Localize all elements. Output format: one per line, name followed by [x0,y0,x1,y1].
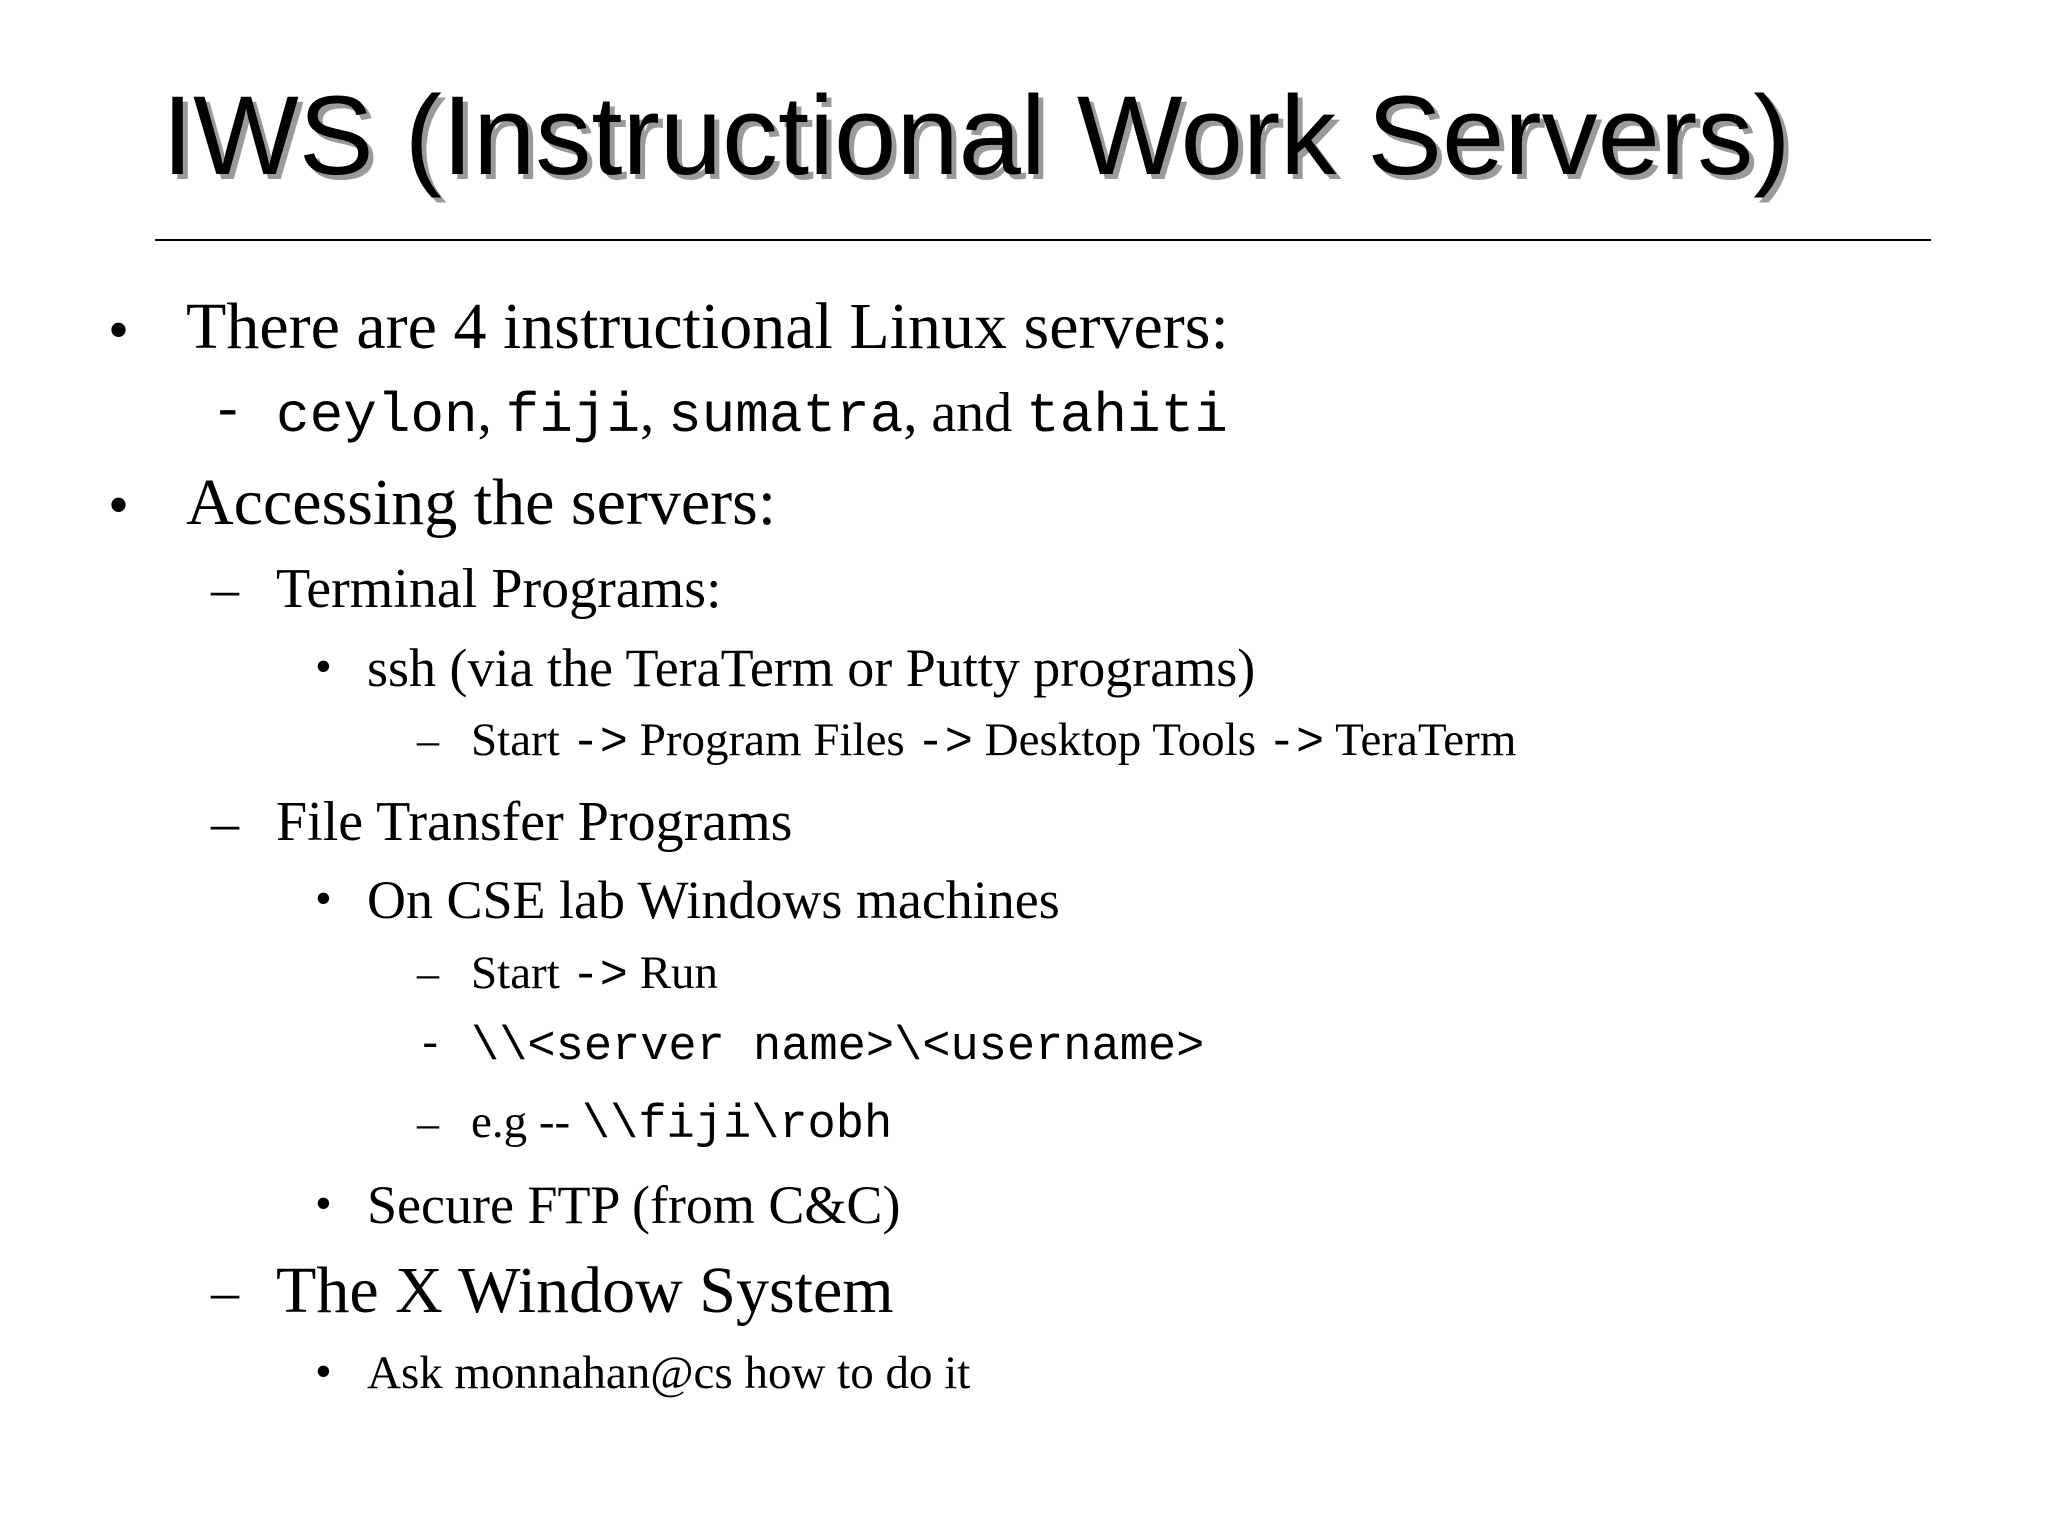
slide-title: IWS (Instructional Work Servers) [162,73,1791,198]
path-segment: Start [471,947,572,999]
example-prefix: e.g -- [471,1096,582,1148]
bullet-marker: • [108,297,130,363]
path-segment: TeraTerm [1324,714,1517,766]
start-run-path [471,947,719,1003]
arrow: -> [1267,717,1325,770]
teraterm-path [471,714,1517,770]
dash-marker: – [417,1099,439,1148]
terminal-programs-label: Terminal Programs: [276,558,722,620]
dash-marker: - [417,1021,444,1071]
arrow: -> [916,717,973,770]
unc-path: \\<server name>\<username> [471,1021,1205,1074]
example-path [471,1096,893,1152]
bullet-marker: • [315,1345,332,1398]
file-transfer-label: File Transfer Programs [276,791,793,853]
dash-marker: – [417,949,439,998]
dash-marker: - [211,380,245,444]
cse-windows-item: On CSE lab Windows machines [367,870,1060,930]
server-list [276,382,1228,448]
path-segment: Run [627,947,719,999]
bullet-marker: • [108,472,130,538]
separator: , [477,382,506,444]
title-divider [155,239,1931,241]
server-ceylon: ceylon [276,384,478,448]
dash-marker: – [417,716,439,765]
bullet-accessing: Accessing the servers: [186,466,777,539]
bullet-marker: • [315,640,332,693]
server-sumatra: sumatra [668,384,904,448]
arrow: -> [571,717,628,770]
server-fiji: fiji [505,384,641,448]
path-segment: Program Files [627,714,917,766]
separator: , and [903,382,1027,444]
separator: , [640,382,669,444]
arrow: -> [571,950,628,1003]
path-segment: Start [471,714,572,766]
x-window-label: The X Window System [276,1254,894,1327]
path-segment: Desktop Tools [972,714,1268,766]
bullet-marker: • [315,872,332,925]
dash-marker: – [211,1261,239,1323]
dash-marker: – [211,558,239,620]
secure-ftp-item: Secure FTP (from C&C) [367,1175,901,1235]
ssh-item: ssh (via the TeraTerm or Putty programs) [367,638,1256,698]
bullet-servers: There are 4 instructional Linux servers: [186,290,1229,363]
ask-item: Ask monnahan@cs how to do it [367,1347,971,1399]
dash-marker: – [211,792,239,854]
bullet-marker: • [315,1177,332,1230]
example-unc: \\fiji\robh [581,1099,893,1152]
server-tahiti: tahiti [1026,384,1228,448]
